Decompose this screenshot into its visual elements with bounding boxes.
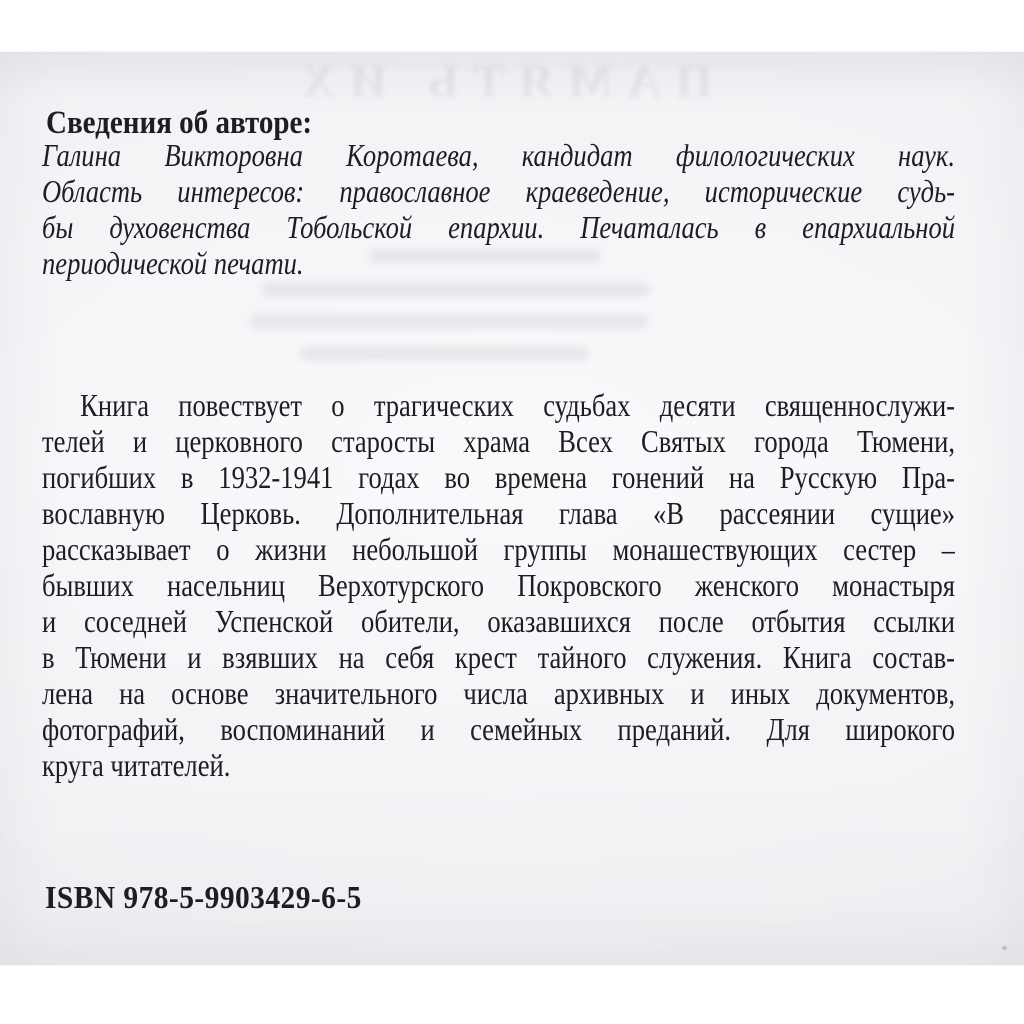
annotation-line: погибших в 1932-1941 годах во времена гонений на Русскую Пра- (42, 459, 955, 495)
annotation-line: телей и церковного старосты храма Всех Святых города Тюмени, (42, 423, 955, 459)
author-line: бы духовенства Тобольской епархии. Печаталась в епархиальной (42, 209, 955, 245)
author-line: Галина Викторовна Коротаева, кандидат филологических наук. (42, 137, 955, 173)
author-line: периодической печати. (42, 245, 304, 281)
annotation-line: фотографий, воспоминаний и семейных преданий. Для широкого (42, 711, 955, 747)
isbn-text: ISBN 978-5-9903429-6-5 (45, 879, 362, 915)
book-annotation-paragraph (42, 387, 955, 783)
ghost-showthrough-line (262, 283, 650, 296)
annotation-line: и соседней Успенской обители, оказавшихся после отбытия ссылки (42, 603, 955, 639)
annotation-line: бывших насельниц Верхотурского Покровского женского монастыря (42, 567, 955, 603)
annotation-line: лена на основе значительного числа архивных и иных документов, (42, 675, 955, 711)
ghost-mirrored-title: ПАМЯТЬ ИХ (287, 55, 713, 108)
paper-speck (1002, 946, 1007, 950)
ghost-showthrough-line (250, 315, 648, 328)
annotation-line: Книга повествует о трагических судьбах десяти священнослужи- (80, 387, 955, 423)
author-line: Область интересов: православное краеведение, исторические судь- (42, 173, 955, 209)
annotation-line: вославную Церковь. Дополнительная глава «В рассеянии сущие» (42, 495, 955, 531)
ghost-showthrough-line (300, 347, 588, 360)
book-page (0, 52, 1024, 965)
annotation-line: в Тюмени и взявших на себя крест тайного служения. Книга состав- (42, 639, 955, 675)
annotation-line: круга читателей. (42, 747, 231, 783)
about-author-paragraph (42, 137, 955, 281)
annotation-line: рассказывает о жизни небольшой группы монашествующих сестер – (42, 531, 955, 567)
about-author-heading: Сведения об авторе: (46, 105, 313, 141)
